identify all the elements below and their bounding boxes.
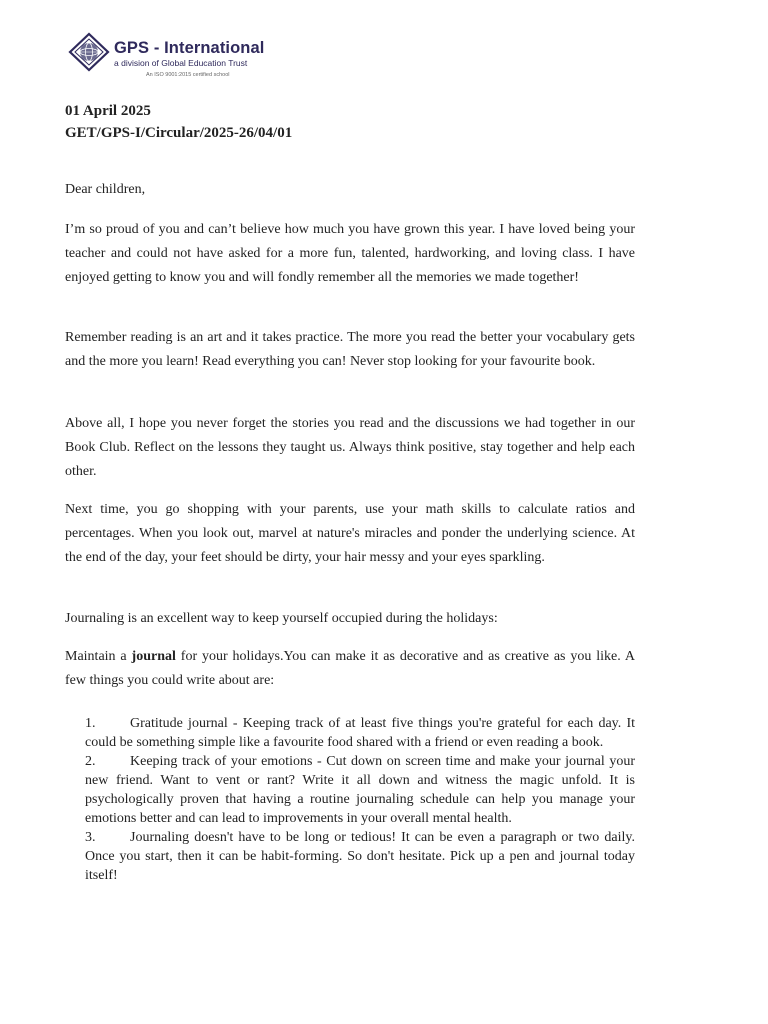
paragraph-2: Remember reading is an art and it takes practice. The more you read the better your vocabulary gets and the more you learn! Read everything you can! Never stop looking for your favourite book.	[65, 330, 635, 369]
paragraph-3: Above all, I hope you never forget the stories you read and the discussions we had together in our Book Club. Reflect on the lessons they taught us. Always think positive, stay together and help each other.	[65, 416, 635, 479]
globe-logo-icon	[66, 32, 112, 72]
list-item-number: 2.	[85, 754, 96, 769]
list-item	[85, 752, 635, 828]
org-name: GPS - International	[114, 39, 265, 57]
iso-certification: An ISO 9001:2015 certified school	[146, 72, 230, 78]
paragraph-1: I’m so proud of you and can’t believe how much you have grown this year. I have loved being your teacher and could not have asked for a more fun, talented, hardworking, and loving class. I have enjoyed getting to know you and will fondly remember all the memories we made together!	[65, 222, 635, 285]
org-subtitle: a division of Global Education Trust	[114, 58, 248, 68]
circular-reference: GET/GPS-I/Circular/2025-26/04/01	[65, 125, 293, 141]
journal-ideas-list	[85, 714, 635, 885]
list-item-text: Keeping track of your emotions - Cut down on screen time and make your journal your new friend. Want to vent or rant? Write it all down and witness the magic unfold. It is psychologically proven that having a routine journaling schedule can help you manage your emotions better and can lead to improvements in your overall mental health.	[85, 754, 635, 826]
list-item	[85, 828, 635, 885]
salutation: Dear children,	[65, 182, 146, 197]
list-item-number: 1.	[85, 716, 96, 731]
list-item-text: Gratitude journal - Keeping track of at least five things you're grateful for each day. It could be something simple like a favourite food shared with a friend or even reading a book.	[85, 716, 635, 750]
p6-bold-journal: journal	[131, 649, 176, 664]
school-logo	[66, 30, 286, 82]
paragraph-5: Journaling is an excellent way to keep yourself occupied during the holidays:	[65, 611, 498, 626]
list-item-text: Journaling doesn't have to be long or tedious! It can be even a paragraph or two daily. Once you start, then it can be habit-forming. So don't hesitate. Pick up a pen and journal today itself!	[85, 830, 635, 883]
p6-pre: Maintain a	[65, 649, 132, 664]
list-item-number: 3.	[85, 830, 96, 845]
paragraph-4: Next time, you go shopping with your parents, use your math skills to calculate ratios and percentages. When you look out, marvel at nature's miracles and ponder the underlying science. At the end of the day, your feet should be dirty, your hair messy and your eyes sparkling.	[65, 502, 635, 565]
circular-date: 01 April 2025	[65, 103, 151, 119]
p6-post: for your holidays.You can make it as decorative and as creative as you like. A few things you could write about are:	[65, 649, 635, 688]
list-item	[85, 714, 635, 752]
paragraph-6	[65, 645, 635, 693]
